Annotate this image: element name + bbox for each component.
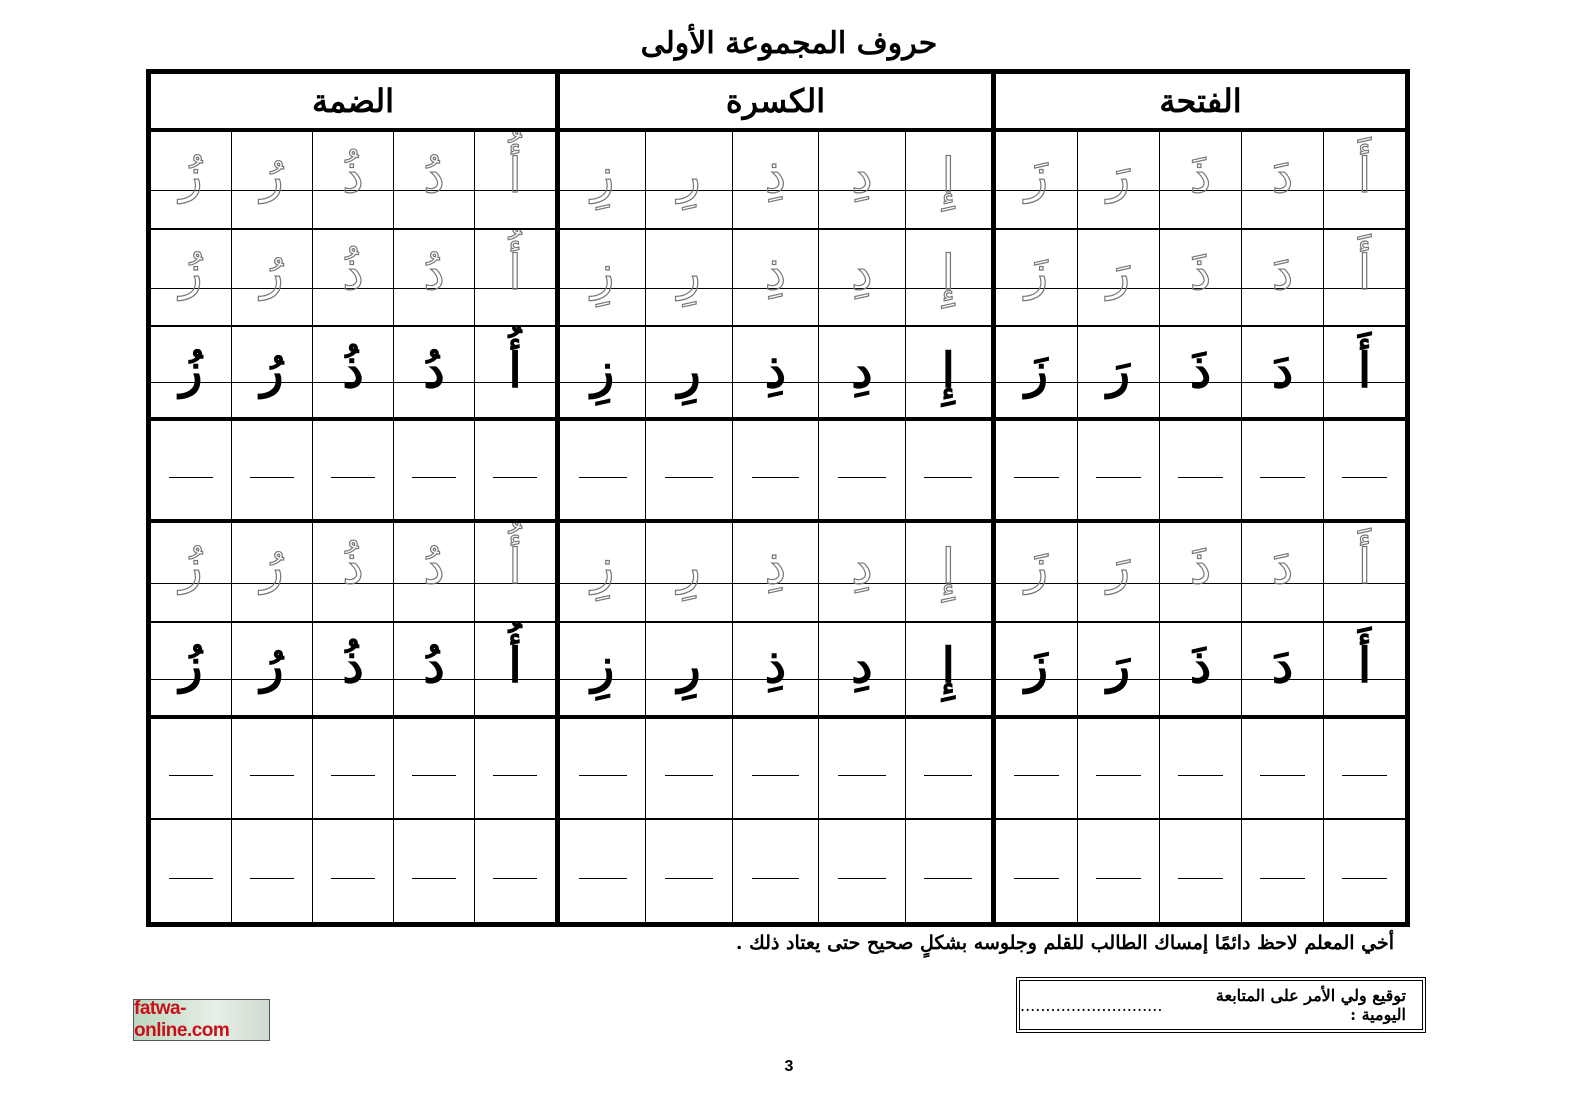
letter-cell: [1077, 132, 1159, 228]
letter-cell: [905, 623, 991, 715]
practice-row-solid: [996, 623, 1405, 719]
traced-letter: رَ: [1106, 147, 1131, 204]
traced-letter: ذِ: [764, 538, 787, 595]
writing-line: [250, 477, 295, 478]
letter-cell: [905, 327, 991, 417]
writing-cell[interactable]: [151, 421, 231, 519]
writing-line: [493, 477, 538, 478]
writing-cell[interactable]: [231, 820, 312, 922]
traced-letter: دِ: [851, 245, 873, 302]
letter-cell: [1077, 327, 1159, 417]
practice-row-traced: [996, 132, 1405, 230]
writing-cell[interactable]: [560, 421, 645, 519]
writing-cell[interactable]: [312, 719, 393, 819]
traced-letter: إِ: [941, 147, 955, 204]
letter-cell: [905, 132, 991, 228]
writing-cell[interactable]: [645, 719, 731, 819]
traced-letter: دُ: [423, 538, 445, 595]
letter-cell: [905, 230, 991, 326]
writing-line: [250, 775, 295, 776]
model-letter: رَ: [1106, 342, 1131, 399]
writing-line: [169, 775, 214, 776]
traced-letter: دِ: [851, 538, 873, 595]
traced-letter: إِ: [941, 245, 955, 302]
teacher-note: أخي المعلم لاحظ دائمًا إمساك الطالب للقلم وجلوسه بشكلٍ صحيح حتى يعتاد ذلك .: [735, 932, 1394, 954]
parent-signature-box: [1016, 977, 1426, 1033]
writing-cell[interactable]: [905, 719, 991, 819]
letter-cell: [996, 623, 1077, 715]
letter-cell: [1323, 327, 1405, 417]
letter-cell: [645, 327, 731, 417]
practice-row-solid: [560, 623, 991, 719]
section-kasra: [560, 74, 996, 922]
practice-row-blank: [560, 421, 991, 523]
writing-cell[interactable]: [645, 820, 731, 922]
letter-cell: [560, 523, 645, 621]
writing-line: [665, 775, 713, 776]
writing-cell[interactable]: [1159, 719, 1241, 819]
writing-line: [412, 775, 457, 776]
writing-line: [1096, 477, 1141, 478]
writing-line: [752, 477, 800, 478]
model-letter: ذَ: [1189, 638, 1212, 695]
letter-cell: [560, 623, 645, 715]
writing-cell[interactable]: [732, 719, 818, 819]
practice-row-blank: [151, 421, 555, 523]
writing-cell[interactable]: [1077, 820, 1159, 922]
model-letter: ذُ: [342, 342, 364, 399]
traced-letter: زَ: [1024, 147, 1049, 204]
writing-line: [169, 878, 214, 879]
practice-row-blank: [996, 421, 1405, 523]
writing-cell[interactable]: [151, 820, 231, 922]
traced-letter: أَ: [1357, 245, 1372, 302]
letter-cell: [732, 523, 818, 621]
section-fatha: [996, 74, 1405, 922]
model-letter: زُ: [179, 342, 203, 399]
writing-line: [1260, 775, 1305, 776]
writing-line: [1014, 477, 1059, 478]
practice-row-traced: [151, 230, 555, 328]
model-letter: ذَ: [1189, 342, 1212, 399]
letter-cell: [1077, 623, 1159, 715]
traced-letter: رُ: [260, 245, 284, 302]
traced-letter: دِ: [851, 147, 873, 204]
writing-cell[interactable]: [393, 421, 474, 519]
letter-cell: [1159, 132, 1241, 228]
worksheet-grid: [146, 69, 1410, 927]
writing-line: [924, 878, 972, 879]
traced-letter: ذُ: [342, 245, 364, 302]
traced-letter: ذِ: [764, 245, 787, 302]
writing-line: [250, 878, 295, 879]
traced-letter: رِ: [677, 147, 701, 204]
model-letter: دَ: [1271, 638, 1294, 695]
writing-cell[interactable]: [231, 421, 312, 519]
letter-cell: [818, 132, 904, 228]
letter-cell: [312, 523, 393, 621]
practice-row-traced: [151, 132, 555, 230]
traced-letter: ذَ: [1189, 245, 1212, 302]
letter-cell: [231, 230, 312, 326]
letter-cell: [818, 230, 904, 326]
letter-cell: [1323, 230, 1405, 326]
letter-cell: [645, 230, 731, 326]
letter-cell: [560, 327, 645, 417]
writing-cell[interactable]: [818, 421, 904, 519]
model-letter: رُ: [260, 638, 284, 695]
letter-cell: [231, 327, 312, 417]
writing-line: [579, 775, 627, 776]
traced-letter: دُ: [423, 147, 445, 204]
model-letter: رُ: [260, 342, 284, 399]
letter-cell: [474, 230, 555, 326]
writing-cell[interactable]: [1159, 421, 1241, 519]
letter-cell: [151, 623, 231, 715]
writing-line: [838, 878, 886, 879]
letter-cell: [1159, 623, 1241, 715]
practice-row-traced: [560, 132, 991, 230]
writing-line: [331, 878, 376, 879]
practice-row-traced: [996, 523, 1405, 623]
letter-cell: [1241, 327, 1323, 417]
letter-cell: [231, 623, 312, 715]
practice-row-blank: [151, 719, 555, 821]
model-letter: ذِ: [764, 342, 787, 399]
writing-cell[interactable]: [474, 719, 555, 819]
letter-cell: [1241, 623, 1323, 715]
writing-cell[interactable]: [905, 421, 991, 519]
letter-cell: [393, 327, 474, 417]
writing-line: [838, 477, 886, 478]
letter-cell: [1159, 523, 1241, 621]
writing-line: [1178, 477, 1223, 478]
letter-cell: [312, 623, 393, 715]
letter-cell: [818, 327, 904, 417]
section-damma: [151, 74, 560, 922]
practice-row-blank: [996, 719, 1405, 821]
letter-cell: [151, 327, 231, 417]
letter-cell: [1077, 523, 1159, 621]
letter-cell: [996, 523, 1077, 621]
writing-line: [665, 878, 713, 879]
letter-cell: [818, 523, 904, 621]
writing-cell[interactable]: [1077, 421, 1159, 519]
writing-cell[interactable]: [231, 719, 312, 819]
letter-cell: [312, 132, 393, 228]
letter-cell: [996, 132, 1077, 228]
letter-cell: [393, 132, 474, 228]
traced-letter: أُ: [508, 147, 522, 204]
traced-letter: أَ: [1357, 147, 1372, 204]
letter-cell: [732, 132, 818, 228]
traced-letter: رُ: [260, 147, 284, 204]
writing-line: [838, 775, 886, 776]
writing-cell[interactable]: [312, 820, 393, 922]
writing-cell[interactable]: [1241, 820, 1323, 922]
section-header: الضمة: [151, 74, 555, 132]
letter-cell: [645, 623, 731, 715]
traced-letter: دَ: [1271, 538, 1294, 595]
letter-cell: [818, 623, 904, 715]
model-letter: رِ: [677, 638, 701, 695]
letter-cell: [1323, 132, 1405, 228]
model-letter: أَ: [1357, 342, 1372, 399]
model-letter: دُ: [423, 638, 445, 695]
letter-cell: [151, 230, 231, 326]
letter-cell: [560, 230, 645, 326]
traced-letter: رَ: [1106, 245, 1131, 302]
writing-cell[interactable]: [1241, 719, 1323, 819]
letter-cell: [474, 623, 555, 715]
model-letter: دُ: [423, 342, 445, 399]
traced-letter: دَ: [1271, 245, 1294, 302]
writing-cell[interactable]: [996, 820, 1077, 922]
traced-letter: ذَ: [1189, 147, 1212, 204]
practice-row-blank: [996, 820, 1405, 922]
writing-line: [493, 775, 538, 776]
traced-letter: زَ: [1024, 245, 1049, 302]
writing-cell[interactable]: [732, 820, 818, 922]
letter-cell: [1323, 623, 1405, 715]
practice-row-solid: [560, 327, 991, 421]
signature-dots: ............................: [1020, 995, 1163, 1015]
writing-cell[interactable]: [474, 820, 555, 922]
letter-cell: [393, 523, 474, 621]
traced-letter: أَ: [1357, 538, 1372, 595]
practice-row-solid: [996, 327, 1405, 421]
writing-cell[interactable]: [312, 421, 393, 519]
writing-line: [1260, 477, 1305, 478]
writing-line: [924, 477, 972, 478]
letter-cell: [560, 132, 645, 228]
writing-cell[interactable]: [151, 719, 231, 819]
writing-line: [924, 775, 972, 776]
model-letter: ذِ: [764, 638, 787, 695]
writing-line: [331, 477, 376, 478]
model-letter: زِ: [591, 638, 615, 695]
writing-line: [752, 878, 800, 879]
letter-cell: [996, 230, 1077, 326]
letter-cell: [1159, 230, 1241, 326]
writing-line: [1342, 775, 1387, 776]
model-letter: رِ: [677, 342, 701, 399]
traced-letter: رَ: [1106, 538, 1131, 595]
model-letter: أُ: [508, 638, 522, 695]
traced-letter: إِ: [941, 538, 955, 595]
traced-letter: ذُ: [342, 538, 364, 595]
letter-cell: [996, 327, 1077, 417]
writing-line: [493, 878, 538, 879]
letter-cell: [231, 132, 312, 228]
model-letter: زَ: [1024, 342, 1049, 399]
model-letter: رَ: [1106, 638, 1131, 695]
writing-line: [1342, 878, 1387, 879]
traced-letter: رُ: [260, 538, 284, 595]
writing-cell[interactable]: [818, 719, 904, 819]
traced-letter: ذُ: [342, 147, 364, 204]
section-header: الكسرة: [560, 74, 991, 132]
letter-cell: [312, 327, 393, 417]
writing-cell[interactable]: [996, 421, 1077, 519]
practice-row-traced: [151, 523, 555, 623]
model-letter: زُ: [179, 638, 203, 695]
writing-cell[interactable]: [732, 421, 818, 519]
writing-cell[interactable]: [1323, 421, 1405, 519]
writing-line: [1178, 775, 1223, 776]
letter-cell: [905, 523, 991, 621]
letter-cell: [1241, 230, 1323, 326]
traced-letter: زِ: [591, 147, 615, 204]
letter-cell: [732, 623, 818, 715]
letter-cell: [393, 623, 474, 715]
model-letter: إِ: [941, 342, 955, 399]
model-letter: أُ: [508, 342, 522, 399]
traced-letter: أُ: [508, 245, 522, 302]
writing-line: [1342, 477, 1387, 478]
writing-line: [579, 477, 627, 478]
model-letter: دِ: [851, 638, 873, 695]
writing-line: [1096, 775, 1141, 776]
letter-cell: [645, 132, 731, 228]
letter-cell: [1241, 132, 1323, 228]
letter-cell: [393, 230, 474, 326]
writing-line: [331, 775, 376, 776]
writing-cell[interactable]: [905, 820, 991, 922]
letter-cell: [474, 523, 555, 621]
letter-cell: [474, 327, 555, 417]
letter-cell: [231, 523, 312, 621]
writing-cell[interactable]: [560, 820, 645, 922]
writing-cell[interactable]: [996, 719, 1077, 819]
traced-letter: زُ: [179, 147, 203, 204]
writing-line: [1014, 878, 1059, 879]
writing-cell[interactable]: [818, 820, 904, 922]
practice-row-traced: [996, 230, 1405, 328]
letter-cell: [1077, 230, 1159, 326]
model-letter: ذُ: [342, 638, 364, 695]
letter-cell: [1323, 523, 1405, 621]
site-logo: fatwa-online.com: [133, 999, 270, 1041]
page-title: حروف المجموعة الأولى: [640, 26, 938, 61]
traced-letter: رِ: [677, 538, 701, 595]
page-number: 3: [784, 1058, 794, 1075]
traced-letter: أُ: [508, 538, 522, 595]
writing-line: [1260, 878, 1305, 879]
writing-line: [412, 878, 457, 879]
writing-cell[interactable]: [1159, 820, 1241, 922]
writing-cell[interactable]: [474, 421, 555, 519]
writing-cell[interactable]: [1241, 421, 1323, 519]
letter-cell: [732, 230, 818, 326]
traced-letter: زَ: [1024, 538, 1049, 595]
writing-line: [579, 878, 627, 879]
writing-line: [665, 477, 713, 478]
traced-letter: زِ: [591, 245, 615, 302]
letter-cell: [1159, 327, 1241, 417]
writing-cell[interactable]: [1077, 719, 1159, 819]
writing-line: [169, 477, 214, 478]
traced-letter: دُ: [423, 245, 445, 302]
writing-cell[interactable]: [393, 820, 474, 922]
writing-line: [1178, 878, 1223, 879]
traced-letter: زُ: [179, 245, 203, 302]
writing-cell[interactable]: [393, 719, 474, 819]
traced-letter: رِ: [677, 245, 701, 302]
writing-cell[interactable]: [560, 719, 645, 819]
practice-row-blank: [560, 719, 991, 821]
practice-row-blank: [151, 820, 555, 922]
letter-cell: [474, 132, 555, 228]
practice-row-blank: [560, 820, 991, 922]
writing-cell[interactable]: [1323, 820, 1405, 922]
practice-row-traced: [560, 523, 991, 623]
practice-row-solid: [151, 623, 555, 719]
letter-cell: [151, 132, 231, 228]
model-letter: دِ: [851, 342, 873, 399]
writing-line: [752, 775, 800, 776]
traced-letter: دَ: [1271, 147, 1294, 204]
model-letter: إِ: [941, 638, 955, 695]
section-header: الفتحة: [996, 74, 1405, 132]
practice-row-traced: [560, 230, 991, 328]
model-letter: دَ: [1271, 342, 1294, 399]
writing-line: [1096, 878, 1141, 879]
letter-cell: [732, 327, 818, 417]
traced-letter: زِ: [591, 538, 615, 595]
letter-cell: [151, 523, 231, 621]
practice-row-solid: [151, 327, 555, 421]
letter-cell: [645, 523, 731, 621]
model-letter: زِ: [591, 342, 615, 399]
traced-letter: ذَ: [1189, 538, 1212, 595]
model-letter: أَ: [1357, 638, 1372, 695]
signature-label: توقيع ولي الأمر على المتابعة اليومية :: [1215, 986, 1406, 1024]
letter-cell: [312, 230, 393, 326]
traced-letter: ذِ: [764, 147, 787, 204]
writing-cell[interactable]: [1323, 719, 1405, 819]
letter-cell: [1241, 523, 1323, 621]
model-letter: زَ: [1024, 638, 1049, 695]
writing-line: [1014, 775, 1059, 776]
writing-line: [412, 477, 457, 478]
writing-cell[interactable]: [645, 421, 731, 519]
traced-letter: زُ: [179, 538, 203, 595]
